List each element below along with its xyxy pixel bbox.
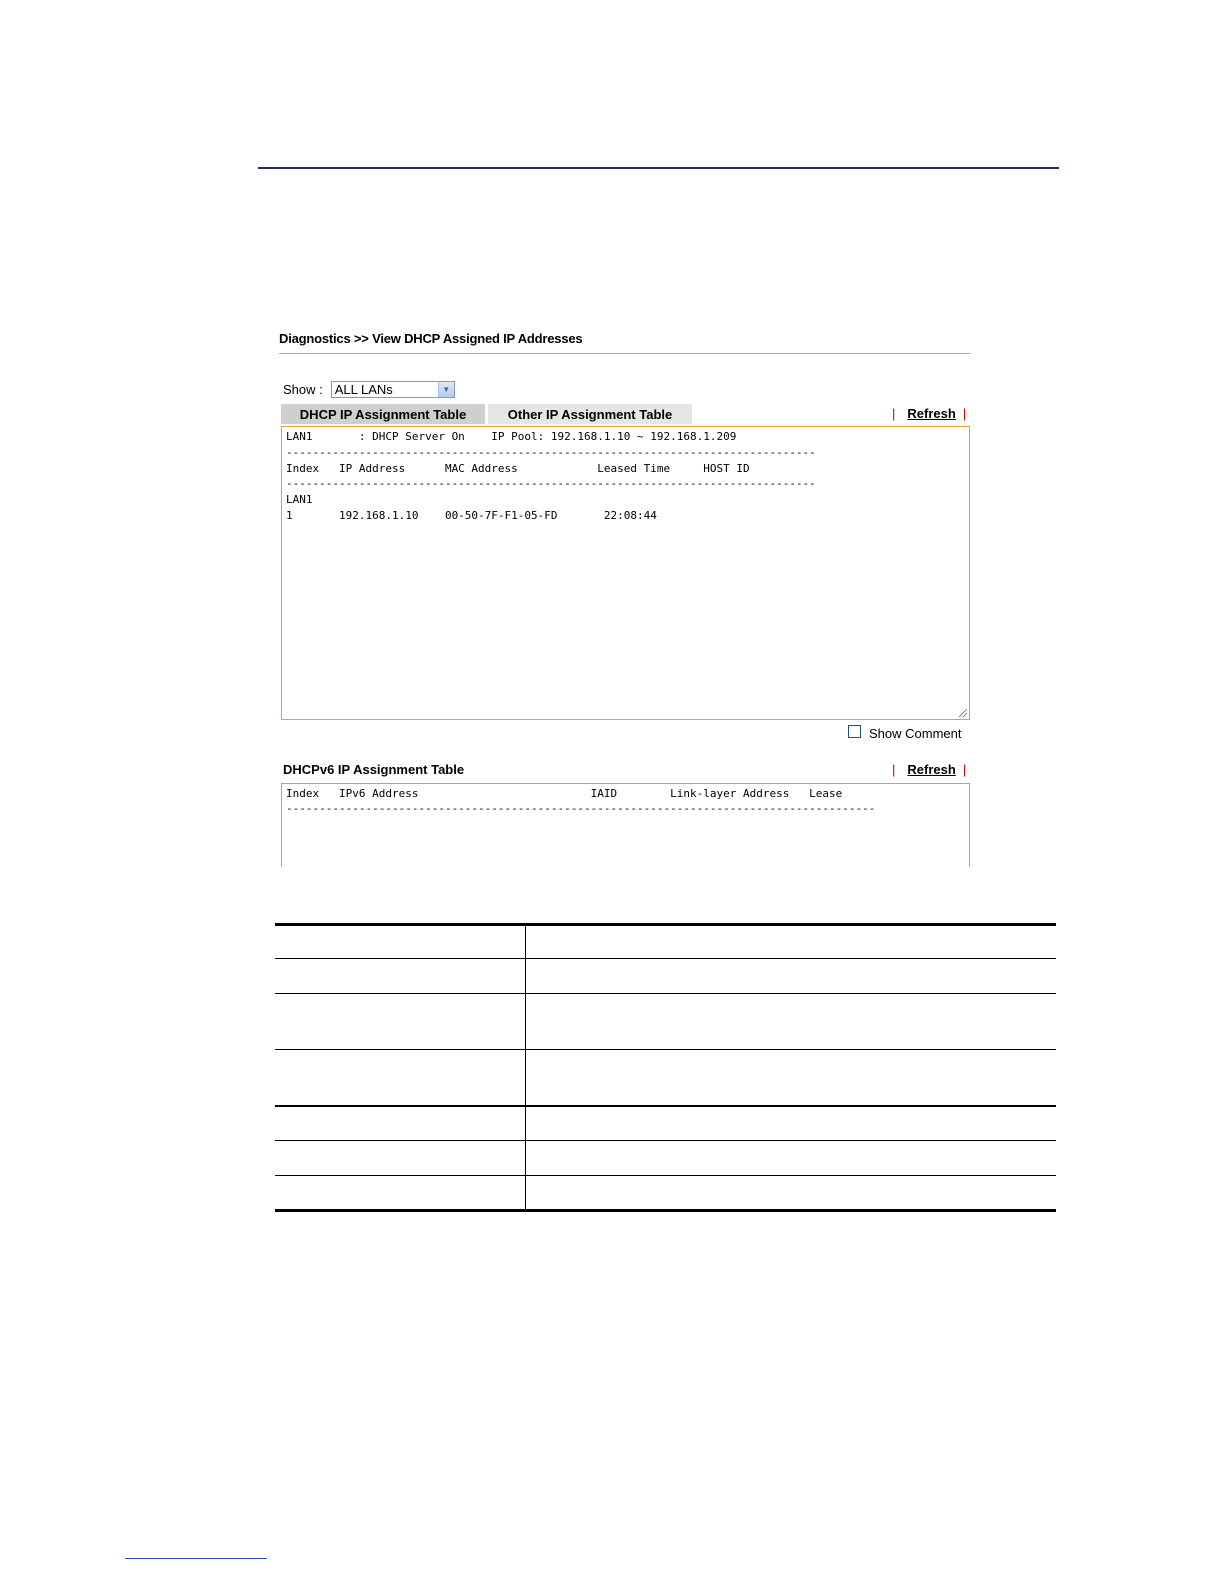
refresh-separator-right: | [962,762,967,777]
show-comment-toggle[interactable] [848,726,961,741]
table-cell [275,1107,526,1140]
table-row [275,994,1056,1050]
show-comment-checkbox[interactable] [848,725,861,738]
table-cell [275,923,526,958]
table-cell [275,1050,526,1105]
dhcpv6-title: DHCPv6 IP Assignment Table [283,762,465,777]
dhcp-line: 1 192.168.1.10 00-50-7F-F1-05-FD 22:08:44 [286,509,657,522]
refresh-separator-left: | [892,762,896,777]
dhcp-line: LAN1 : DHCP Server On IP Pool: 192.168.1.10 ~ 192.168.1.209 [286,430,737,443]
table-cell [275,959,526,993]
dhcp-line: Index IP Address MAC Address Leased Time HOST ID [286,462,750,475]
tab-dhcp-ip-assignment[interactable]: DHCP IP Assignment Table [281,404,485,424]
refresh-separator-right: | [962,406,967,421]
dhcpv6-assignment-textarea[interactable] [281,783,970,867]
chevron-down-icon[interactable]: ▼ [438,382,454,397]
show-label: Show : [283,382,323,397]
table-cell [526,1141,1056,1175]
table-cell [526,1050,1056,1105]
lan-select-value: ALL LANs [334,382,393,397]
table-row [275,1176,1056,1212]
table-cell [526,923,1056,958]
table-row [275,1141,1056,1176]
table-cell [526,1107,1056,1140]
refresh-control [892,406,966,421]
dhcp-assignment-textarea[interactable] [281,426,970,720]
show-filter [283,381,455,398]
table-row [275,1050,1056,1107]
header-rule [258,167,1059,169]
tab-other-ip-assignment[interactable]: Other IP Assignment Table [488,404,692,424]
table-cell [526,1176,1056,1209]
dhcpv6-line: Index IPv6 Address IAID Link-layer Address Lease [286,787,843,800]
table-row [275,923,1056,959]
breadcrumb-divider [279,353,971,354]
dhcp-line: -------------------------------------------------------------------------------- [286,446,816,459]
show-comment-label: Show Comment [869,726,962,741]
table-cell [275,1141,526,1175]
footer-rule [125,1558,267,1559]
dhcp-line: LAN1 [286,493,313,506]
table-cell [526,994,1056,1049]
table-cell [275,1176,526,1209]
refresh-separator-left: | [892,406,896,421]
table-row [275,1107,1056,1141]
resize-grip-icon[interactable] [959,709,967,717]
dhcpv6-refresh-control [892,762,966,777]
table-cell [275,994,526,1049]
description-table [275,923,1056,1212]
table-row [275,959,1056,994]
dhcp-line: -------------------------------------------------------------------------------- [286,477,816,490]
refresh-button[interactable]: Refresh [907,406,956,421]
dhcpv6-line: ----------------------------------------------------------------------------------------- [286,802,876,815]
lan-select[interactable] [331,381,455,398]
breadcrumb: Diagnostics >> View DHCP Assigned IP Addresses [279,331,583,346]
dhcpv6-refresh-button[interactable]: Refresh [907,762,956,777]
table-cell [526,959,1056,993]
